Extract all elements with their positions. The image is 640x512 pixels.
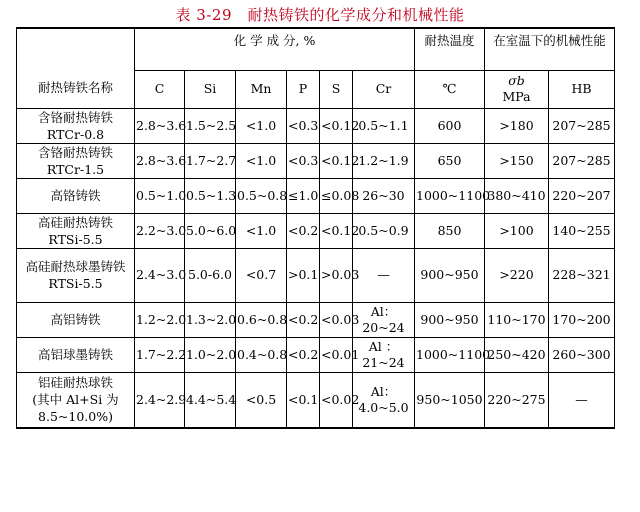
- cell-temp: 1000~1100: [415, 178, 485, 213]
- header-element-si: Si: [185, 70, 236, 108]
- cell-hb: 228~321: [549, 248, 615, 302]
- name-line: 高硅耐热铸铁: [37, 214, 113, 230]
- name-line: 高铬铸铁: [50, 188, 101, 203]
- table-row: [17, 213, 615, 248]
- cell-temp: 850: [415, 213, 485, 248]
- name-line: 含铬耐热铸铁: [37, 144, 113, 160]
- cell-sigma: >220: [485, 248, 549, 302]
- cell-temp: 1000~1100: [415, 337, 485, 372]
- table-row: [17, 302, 615, 337]
- heat-resistant-cast-iron-table: [16, 27, 615, 429]
- cell-cr: 0.5~0.9: [353, 213, 415, 248]
- cell-hb: 207~285: [549, 143, 615, 178]
- table-row: [17, 178, 615, 213]
- cell-p: <0.3: [287, 143, 320, 178]
- sigma-unit: MPa: [502, 89, 531, 104]
- cell-cr: Al：4.0~5.0: [353, 372, 415, 428]
- cell-si: 5.0~6.0: [185, 213, 236, 248]
- cell-si: 5.0-6.0: [185, 248, 236, 302]
- table-row: [17, 248, 615, 302]
- cell-s: <0.12: [320, 143, 353, 178]
- header-element-cr: Cr: [353, 70, 415, 108]
- cell-sigma: 220~275: [485, 372, 549, 428]
- cell-hb: 220~207: [549, 178, 615, 213]
- cell-p: <0.2: [287, 337, 320, 372]
- header-element-p: P: [287, 70, 320, 108]
- cell-s: >0.03: [320, 248, 353, 302]
- cell-s: <0.03: [320, 302, 353, 337]
- cell-s: <0.02: [320, 372, 353, 428]
- cell-temp: 650: [415, 143, 485, 178]
- cell-cr: 1.2~1.9: [353, 143, 415, 178]
- cell-name: [17, 372, 135, 428]
- name-line: RTCr-0.8: [46, 126, 105, 142]
- table-title: 表 3-29 耐热铸铁的化学成分和机械性能: [175, 6, 465, 24]
- cell-name: [17, 108, 135, 143]
- cell-hb: 260~300: [549, 337, 615, 372]
- cell-c: 2.4~3.0: [135, 248, 185, 302]
- cell-hb: 170~200: [549, 302, 615, 337]
- cell-hb: 140~255: [549, 213, 615, 248]
- name-line: RTCr-1.5: [46, 161, 105, 177]
- name-line: 含铬耐热铸铁: [37, 109, 113, 125]
- header-name: 耐热铸铁名称: [17, 28, 135, 108]
- cell-s: <0.12: [320, 108, 353, 143]
- name-line: 8.5~10.0%): [38, 409, 113, 425]
- cell-mn: <1.0: [236, 108, 287, 143]
- table-row: [17, 337, 615, 372]
- header-element-c: C: [135, 70, 185, 108]
- cell-mn: 0.5~0.8: [236, 178, 287, 213]
- cell-p: ≤1.0: [287, 178, 320, 213]
- cell-c: 2.8~3.6: [135, 108, 185, 143]
- cell-p: >0.1: [287, 248, 320, 302]
- cell-name: [17, 178, 135, 213]
- cell-p: <0.2: [287, 302, 320, 337]
- table-row: [17, 108, 615, 143]
- header-temp-unit: ℃: [415, 70, 485, 108]
- cell-sigma: >150: [485, 143, 549, 178]
- cell-p: <0.1: [287, 372, 320, 428]
- cell-hb: 207~285: [549, 108, 615, 143]
- cell-cr: 0.5~1.1: [353, 108, 415, 143]
- cell-mn: 0.6~0.8: [236, 302, 287, 337]
- cell-cr: —: [353, 248, 415, 302]
- cell-cr: Al ：21~24: [353, 337, 415, 372]
- cell-s: ≤0.08: [320, 178, 353, 213]
- cell-s: <0.01: [320, 337, 353, 372]
- cell-sigma: 380~410: [485, 178, 549, 213]
- header-temp: 耐热温度: [415, 28, 485, 70]
- header-element-s: S: [320, 70, 353, 108]
- table-row: [17, 143, 615, 178]
- name-line: 高铝铸铁: [50, 312, 101, 327]
- name-line: 高铝球墨铸铁: [37, 347, 113, 362]
- cell-s: <0.12: [320, 213, 353, 248]
- cell-name: [17, 302, 135, 337]
- cell-sigma: 110~170: [485, 302, 549, 337]
- cell-name: [17, 337, 135, 372]
- name-line: (其中 Al+Si 为: [32, 392, 119, 408]
- cell-p: <0.3: [287, 108, 320, 143]
- cell-sigma: >100: [485, 213, 549, 248]
- name-line: 高硅耐热球墨铸铁: [25, 259, 126, 274]
- table-row: [17, 372, 615, 428]
- cell-c: 0.5~1.0: [135, 178, 185, 213]
- cell-mn: 0.4~0.8: [236, 337, 287, 372]
- cell-temp: 900~950: [415, 248, 485, 302]
- cell-temp: 950~1050: [415, 372, 485, 428]
- cell-cr: 26~30: [353, 178, 415, 213]
- name-line: RTSi-5.5: [48, 276, 103, 291]
- cell-si: 1.7~2.7: [185, 143, 236, 178]
- cell-mn: <1.0: [236, 143, 287, 178]
- cell-c: 2.2~3.0: [135, 213, 185, 248]
- cell-sigma: 250~420: [485, 337, 549, 372]
- cell-name: [17, 213, 135, 248]
- cell-si: 0.5~1.3: [185, 178, 236, 213]
- cell-cr: Al：20~24: [353, 302, 415, 337]
- cell-mn: <0.7: [236, 248, 287, 302]
- cell-si: 4.4~5.4: [185, 372, 236, 428]
- cell-si: 1.5~2.5: [185, 108, 236, 143]
- cell-c: 1.2~2.0: [135, 302, 185, 337]
- name-line: RTSi-5.5: [48, 231, 103, 247]
- cell-name: [17, 143, 135, 178]
- cell-mn: <1.0: [236, 213, 287, 248]
- cell-si: 1.3~2.0: [185, 302, 236, 337]
- header-mechanical: 在室温下的机械性能: [485, 28, 615, 70]
- cell-p: <0.2: [287, 213, 320, 248]
- cell-name: [17, 248, 135, 302]
- cell-mn: <0.5: [236, 372, 287, 428]
- cell-temp: 900~950: [415, 302, 485, 337]
- name-line: 铝硅耐热球铁: [37, 375, 113, 391]
- cell-c: 2.8~3.6: [135, 143, 185, 178]
- cell-c: 2.4~2.9: [135, 372, 185, 428]
- cell-temp: 600: [415, 108, 485, 143]
- header-hb: HB: [549, 70, 615, 108]
- cell-c: 1.7~2.2: [135, 337, 185, 372]
- header-element-mn: Mn: [236, 70, 287, 108]
- header-composition: 化 学 成 分, %: [135, 28, 415, 70]
- table-body: [17, 108, 615, 428]
- cell-sigma: >180: [485, 108, 549, 143]
- sigma-symbol: σb: [508, 73, 525, 88]
- header-sigma: [485, 70, 549, 108]
- cell-hb: —: [549, 372, 615, 428]
- cell-si: 1.0~2.0: [185, 337, 236, 372]
